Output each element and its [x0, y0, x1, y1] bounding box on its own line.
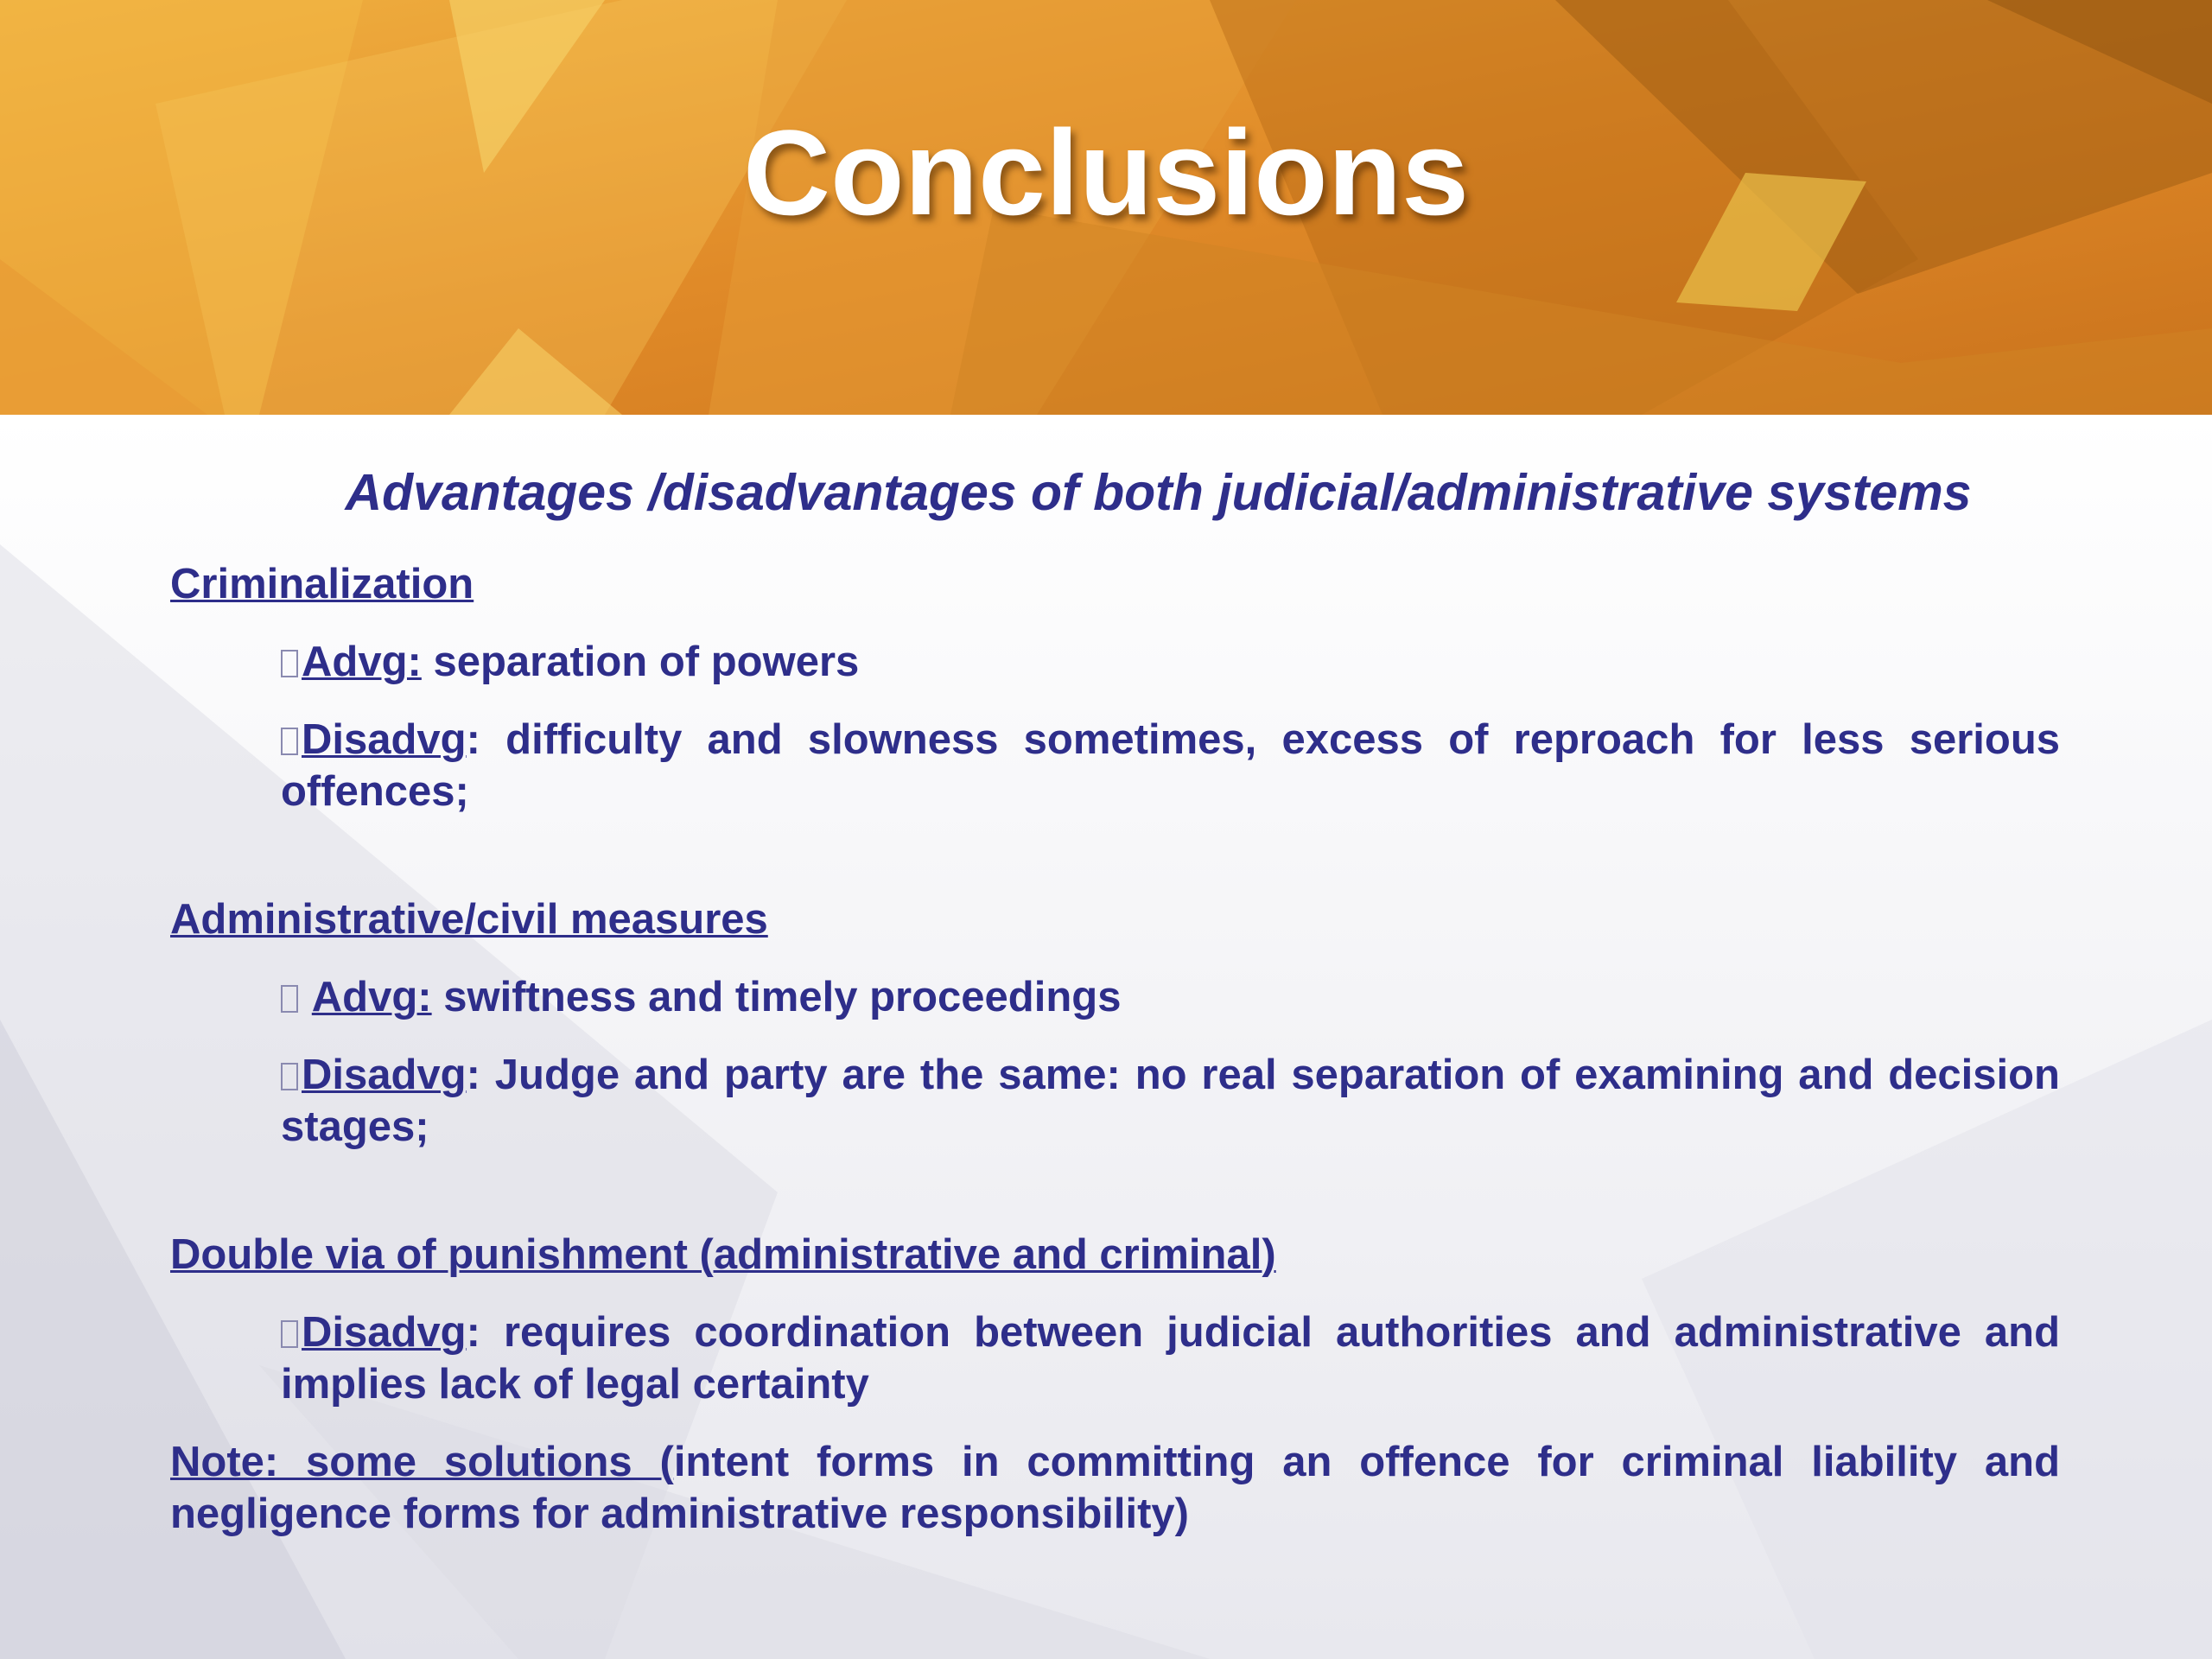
bullet-box-icon: [281, 1320, 298, 1348]
bullet-text: separation of powers: [421, 639, 860, 685]
section-heading-criminalization: Criminalization: [170, 561, 474, 607]
note-text: intent forms in committing an offence for criminal liability and negligence forms for administrative responsibility): [170, 1439, 2061, 1537]
bullet-box-icon: [281, 650, 298, 677]
bullet-advantage: [281, 971, 2060, 1023]
bullet-label: Disadvg: [302, 1309, 467, 1356]
bullet-text: : Judge and party are the same: no real separation of examining and decision stages;: [281, 1052, 2060, 1150]
note-label: Note: some solutions (: [170, 1439, 674, 1485]
section-heading-administrative: Administrative/civil measures: [170, 896, 768, 943]
bullet-disadvantage: [281, 1049, 2060, 1153]
bullet-label: Disadvg: [302, 716, 467, 763]
bullet-label: Advg:: [302, 639, 422, 685]
bullet-disadvantage: [281, 1306, 2060, 1410]
header-banner: [0, 0, 2212, 415]
slide-content: [170, 449, 2060, 1540]
bullet-text: : requires coordination between judicial authorities and administrative and implies lack of legal certainty: [281, 1309, 2060, 1408]
bullet-box-icon: [281, 985, 298, 1013]
slide-subtitle: Advantages /disadvantages of both judicial/administrative systems: [345, 464, 1972, 521]
bullet-label: Disadvg: [302, 1052, 467, 1098]
slide-title: Conclusions: [742, 105, 1470, 240]
bullet-text: : difficulty and slowness sometimes, excess of reproach for less serious offences;: [281, 716, 2060, 815]
bullet-text: swiftness and timely proceedings: [431, 974, 1122, 1020]
note-paragraph: [170, 1436, 2060, 1540]
bullet-box-icon: [281, 728, 298, 755]
bullet-box-icon: [281, 1063, 298, 1090]
bullet-advantage: [281, 636, 2060, 688]
bullet-label: Advg:: [311, 974, 432, 1020]
section-heading-double-punishment: Double via of punishment (administrative and criminal): [170, 1231, 1276, 1278]
bullet-disadvantage: [281, 714, 2060, 817]
